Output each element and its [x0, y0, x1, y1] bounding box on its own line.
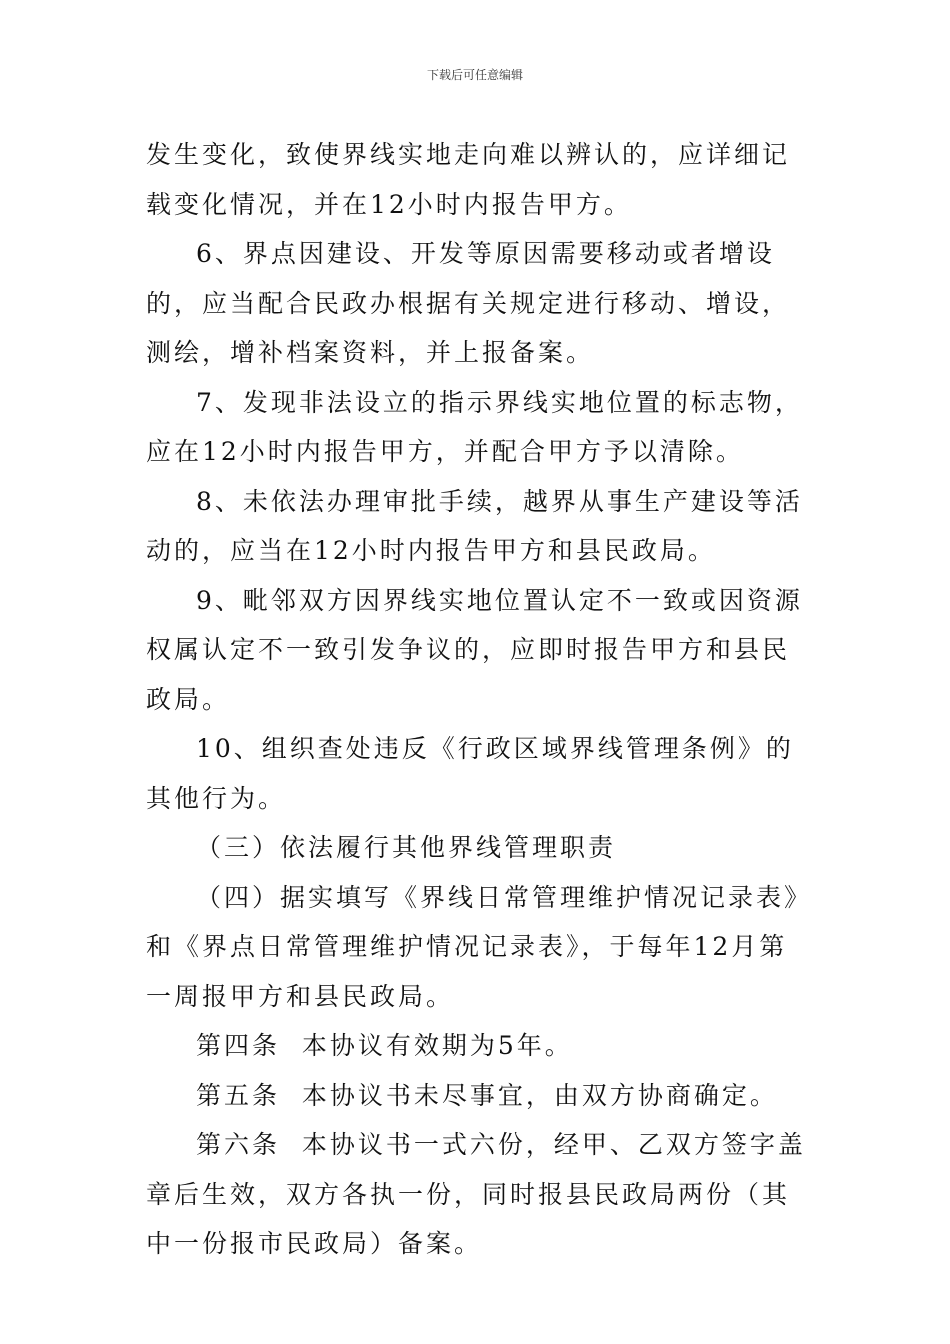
document-body	[146, 130, 806, 1269]
paragraph-article-4: 第四条 本协议有效期为5年。	[196, 1031, 573, 1060]
paragraph-item-9: 9、毗邻双方因界线实地位置认定不一致或因资源权属认定不一致引发争议的，应即时报告甲方和县民政局。	[146, 585, 803, 714]
paragraph-section-3: （三）依法履行其他界线管理职责	[196, 833, 617, 862]
paragraph-item-6: 6、界点因建设、开发等原因需要移动或者增设的，应当配合民政办根据有关规定进行移动、增设，测绘，增补档案资料，并上报备案。	[146, 239, 791, 367]
paragraph-continuation: 发生变化，致使界线实地走向难以辨认的，应详细记载变化情况，并在12小时内报告甲方。	[146, 140, 791, 219]
paragraph-section-4: （四）据实填写《界线日常管理维护情况记录表》和《界点日常管理维护情况记录表》，于每年12月第一周报甲方和县民政局。	[146, 882, 800, 1011]
paragraph-item-10: 10、组织查处违反《行政区域界线管理条例》的其他行为。	[146, 734, 794, 813]
paragraph-article-6: 第六条 本协议书一式六份，经甲、乙双方签字盖章后生效，双方各执一份，同时报县民政局两份（其中一份报市民政局）备案。	[146, 1130, 806, 1258]
paragraph-item-7: 7、发现非法设立的指示界线实地位置的标志物，应在12小时内报告甲方，并配合甲方予以清除。	[146, 387, 803, 466]
paragraph-item-8: 8、未依法办理审批手续，越界从事生产建设等活动的，应当在12小时内报告甲方和县民政局。	[146, 486, 803, 565]
paragraph-article-5: 第五条 本协议书未尽事宜，由双方协商确定。	[196, 1080, 778, 1110]
page-header: 下载后可任意编辑	[426, 68, 523, 82]
